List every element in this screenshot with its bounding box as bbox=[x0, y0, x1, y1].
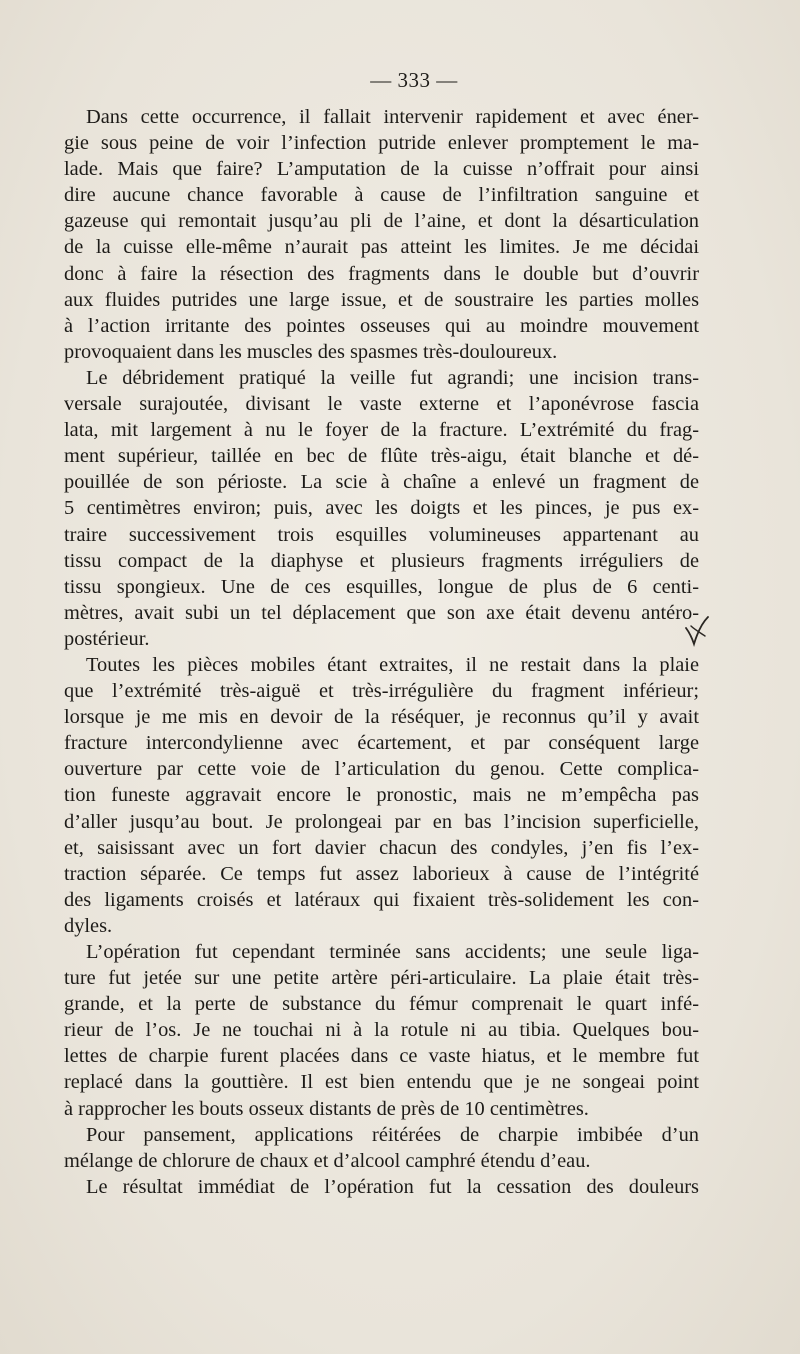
text-line: tissu spongieux. Une de ces esquilles, longue de plus de 6 centi- bbox=[64, 575, 699, 598]
text-line: d’aller jusqu’au bout. Je prolongeai par en bas l’incision superficielle, bbox=[64, 810, 699, 833]
paragraph-4 bbox=[64, 939, 699, 1122]
text-line: à l’action irritante des pointes osseuses qui au moindre mouvement bbox=[64, 314, 699, 337]
text-line: lorsque je me mis en devoir de la réséquer, je reconnus qu’il y avait bbox=[64, 706, 699, 729]
text-line: à rapprocher les bouts osseux distants de près de 10 centimètres. bbox=[64, 1097, 589, 1120]
text-line: gie sous peine de voir l’infection putride enlever promptement le ma- bbox=[64, 132, 699, 155]
text-line: lata, mit largement à nu le foyer de la fracture. L’extrémité du frag- bbox=[64, 419, 699, 442]
paragraph-3 bbox=[64, 652, 699, 939]
handwritten-check-mark bbox=[683, 614, 711, 652]
text-line: ment supérieur, taillée en bec de flûte très-aigu, était blanche et dé- bbox=[64, 445, 699, 468]
paragraph-6 bbox=[64, 1174, 699, 1200]
text-line: traction séparée. Ce temps fut assez laborieux à cause de l’intégrité bbox=[64, 862, 699, 885]
text-line: Dans cette occurrence, il fallait intervenir rapidement et avec éner- bbox=[86, 106, 699, 128]
text-line: et, saisissant avec un fort davier chacun des condyles, j’en fis l’ex- bbox=[64, 836, 699, 859]
text-line: des ligaments croisés et latéraux qui fixaient très-solidement les con- bbox=[64, 888, 699, 911]
body-text bbox=[64, 104, 699, 1200]
text-line: rieur de l’os. Je ne touchai ni à la rotule ni au tibia. Quelques bou- bbox=[64, 1019, 699, 1042]
text-line: 5 centimètres environ; puis, avec les doigts et les pinces, je pus ex- bbox=[64, 497, 699, 520]
text-line: dyles. bbox=[64, 914, 113, 937]
text-line: Le débridement pratiqué la veille fut agrandi; une incision trans- bbox=[86, 366, 699, 389]
text-line: mètres, avait subi un tel déplacement que son axe était devenu antéro- bbox=[64, 601, 699, 624]
text-line: lade. Mais que faire? L’amputation de la cuisse n’offrait pour ainsi bbox=[64, 158, 699, 181]
text-line: ture fut jetée sur une petite artère péri-articulaire. La plaie était très- bbox=[64, 967, 699, 990]
text-line: de la cuisse elle-même n’aurait pas atteint les limites. Je me décidai bbox=[64, 236, 699, 259]
text-line: tissu compact de la diaphyse et plusieurs fragments irréguliers de bbox=[64, 549, 699, 572]
text-line: ouverture par cette voie de l’articulation du genou. Cette complica- bbox=[64, 758, 699, 781]
text-line: fracture intercondylienne avec écartement, et par conséquent large bbox=[64, 732, 699, 755]
text-line: provoquaient dans les muscles des spasmes très-douloureux. bbox=[64, 340, 558, 363]
text-line: Toutes les pièces mobiles étant extraites, il ne restait dans la plaie bbox=[86, 653, 699, 676]
text-line: dire aucune chance favorable à cause de l’infiltration sanguine et bbox=[64, 184, 699, 207]
text-line: Pour pansement, applications réitérées de charpie imbibée d’un bbox=[86, 1123, 699, 1146]
text-line: pouillée de son périoste. La scie à chaîne a enlevé un fragment de bbox=[64, 471, 699, 494]
text-line: lettes de charpie furent placées dans ce vaste hiatus, et le membre fut bbox=[64, 1045, 699, 1068]
text-line: que l’extrémité très-aiguë et très-irrégulière du fragment inférieur; bbox=[64, 680, 699, 703]
text-line: replacé dans la gouttière. Il est bien entendu que je ne songeai point bbox=[64, 1071, 699, 1094]
text-line: gazeuse qui remontait jusqu’au pli de l’aine, et dont la désarticulation bbox=[64, 210, 699, 233]
text-line: grande, et la perte de substance du fémur comprenait le quart infé- bbox=[64, 993, 699, 1016]
text-line: mélange de chlorure de chaux et d’alcool camphré étendu d’eau. bbox=[64, 1149, 591, 1172]
page-number: — 333 — bbox=[370, 68, 458, 92]
text-line: tion funeste aggravait encore le pronostic, mais ne m’empêcha pas bbox=[64, 784, 699, 807]
text-line: aux fluides putrides une large issue, et de soustraire les parties molles bbox=[64, 288, 699, 311]
text-line: traire successivement trois esquilles volumineuses appartenant au bbox=[64, 523, 699, 546]
text-line: postérieur. bbox=[64, 627, 150, 650]
text-line: L’opération fut cependant terminée sans accidents; une seule liga- bbox=[86, 941, 699, 963]
paragraph-2 bbox=[64, 365, 699, 652]
text-line: Le résultat immédiat de l’opération fut la cessation des douleurs bbox=[86, 1175, 699, 1198]
text-line: donc à faire la résection des fragments dans le double but d’ouvrir bbox=[64, 262, 699, 285]
paragraph-1 bbox=[64, 104, 699, 365]
check-mark-icon bbox=[683, 614, 711, 652]
paragraph-5 bbox=[64, 1122, 699, 1174]
text-line: versale surajoutée, divisant le vaste externe et l’aponévrose fascia bbox=[64, 393, 699, 416]
